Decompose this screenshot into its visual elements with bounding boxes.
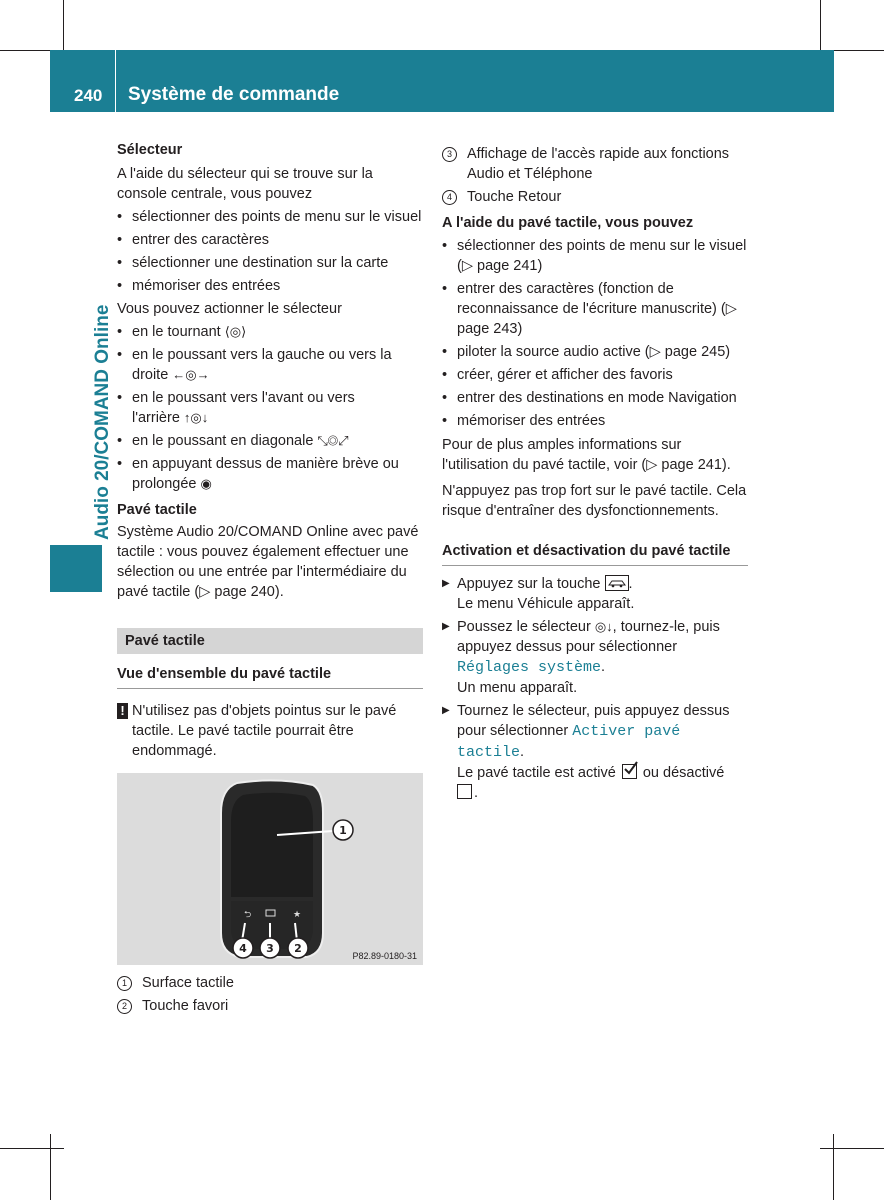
list-item <box>442 279 748 339</box>
legend-text: Touche favori <box>142 998 229 1014</box>
left-column <box>117 140 423 1016</box>
legend-item <box>442 144 748 184</box>
legend-number: 4 <box>442 190 457 205</box>
crop-mark <box>834 50 884 51</box>
legend-item <box>117 973 423 993</box>
touchpad-figure <box>117 773 423 965</box>
list-item <box>117 253 423 273</box>
bullet-icon: • <box>117 278 123 294</box>
pave-text: Système Audio 20/COMAND Online avec pavé tactile : vous pouvez également effectuer une sélection ou une entrée par l'intermédiaire du pavé tactile (▷ page 240). <box>117 524 419 600</box>
legend-number: 2 <box>117 999 132 1014</box>
list-item-text: entrer des destinations en mode Navigation <box>457 390 737 406</box>
list-item-text: mémoriser des entrées <box>457 413 606 429</box>
list-item-text: créer, gérer et afficher des favoris <box>457 367 673 383</box>
figure-code: P82.89-0180-31 <box>352 951 417 961</box>
legend-item <box>117 996 423 1016</box>
selecteur-list <box>117 207 423 296</box>
legend-text: Affichage de l'accès rapide aux fonctions Audio et Téléphone <box>467 146 730 182</box>
bullet-icon: • <box>117 209 123 225</box>
legend-text: Touche Retour <box>467 189 562 205</box>
bullet-icon: • <box>117 456 123 472</box>
list-item-text: sélectionner des points de menu sur le visuel (▷ page 241) <box>457 238 747 274</box>
step-2: ▶ Poussez le sélecteur ◎↓, tournez-le, puis appuyez dessus pour sélectionner Réglages système. Un menu apparaît. <box>442 619 720 696</box>
info-paragraph-2: N'appuyez pas trop fort sur le pavé tactile. Cela risque d'entraîner des dysfonctionnements. <box>442 483 747 519</box>
menu-item-activer-pave-tactile: Activer pavé tactile <box>457 723 681 761</box>
list-item <box>117 276 423 296</box>
list-item-text: en le poussant vers l'avant ou vers l'arrière <box>132 390 355 426</box>
step-arrow-icon: ▶ <box>442 621 450 632</box>
legend-item <box>442 187 748 207</box>
bullet-icon: • <box>117 232 123 248</box>
header-divider <box>115 50 116 112</box>
bullet-icon: • <box>442 413 448 429</box>
controller-push-icon: ◎↓ <box>594 619 613 634</box>
step-arrow-icon: ▶ <box>442 705 450 716</box>
list-item <box>442 388 748 408</box>
page-number: 240 <box>74 86 103 105</box>
pave-capabilities-heading: A l'aide du pavé tactile, vous pouvez <box>442 215 694 231</box>
legend-text: Surface tactile <box>142 975 234 991</box>
step-1: ▶ Appuyez sur la touche . Le menu Véhicule apparaît. <box>442 576 635 612</box>
controller-motion-icon: ↑◎↓ <box>183 410 209 425</box>
bullet-icon: • <box>442 281 448 297</box>
step-1-text: Appuyez sur la touche <box>457 576 601 592</box>
step-3-text: Tournez le sélecteur, puis appuyez dessus pour sélectionner <box>457 703 730 739</box>
star-icon: ★ <box>293 910 302 920</box>
step-2-text: Poussez le sélecteur <box>457 619 591 635</box>
bullet-icon: • <box>117 255 123 271</box>
step-2-result: Un menu apparaît. <box>457 680 578 696</box>
step-arrow-icon: ▶ <box>442 578 450 589</box>
crop-mark <box>820 1148 884 1149</box>
bullet-icon: • <box>117 390 123 406</box>
vehicle-button-icon <box>605 575 629 591</box>
callout-4-label: 4 <box>239 942 247 955</box>
touchpad-illustration <box>117 773 423 965</box>
actions-list <box>117 322 423 494</box>
crop-mark <box>50 1134 51 1200</box>
right-column <box>442 144 748 803</box>
list-item <box>117 207 423 227</box>
list-item-text: mémoriser des entrées <box>132 278 281 294</box>
crop-mark <box>63 0 64 50</box>
callout-1-label: 1 <box>339 824 347 837</box>
warning-text: N'utilisez pas d'objets pointus sur le pavé tactile. Le pavé tactile pourrait être endommagé. <box>132 703 397 759</box>
controller-motion-icon: ⤡◎⤢ <box>317 433 349 448</box>
unchecked-checkbox-icon <box>457 784 472 799</box>
list-item-text: piloter la source audio active (▷ page 245) <box>457 344 731 360</box>
list-item-text: en le poussant en diagonale <box>132 433 314 449</box>
controller-motion-icon: ◉ <box>200 476 212 491</box>
legend-number: 1 <box>117 976 132 991</box>
list-item <box>117 345 423 385</box>
list-item <box>442 236 748 276</box>
selecteur-heading: Sélecteur <box>117 142 183 158</box>
controller-motion-icon: ←◎→ <box>172 367 210 382</box>
list-item-text: en appuyant dessus de manière brève ou prolongée <box>132 456 399 492</box>
callout-3-label: 3 <box>266 942 274 955</box>
controller-motion-icon: ⟨◎⟩ <box>224 324 247 339</box>
side-tab-label: Audio 20/COMAND Online <box>92 304 113 540</box>
callout-2-label: 2 <box>294 942 302 955</box>
actionner-intro: Vous pouvez actionner le sélecteur <box>117 301 342 317</box>
crop-mark <box>0 50 50 51</box>
list-item-text: sélectionner une destination sur la carte <box>132 255 389 271</box>
crop-mark <box>0 1148 64 1149</box>
list-item-text: entrer des caractères (fonction de reconnaissance de l'écriture manuscrite) (▷ page 243) <box>457 281 737 337</box>
page-title: Système de commande <box>128 84 340 105</box>
activation-heading: Activation et désactivation du pavé tactile <box>442 541 748 566</box>
bullet-icon: • <box>117 347 123 363</box>
bullet-icon: • <box>442 367 448 383</box>
warning-note <box>117 701 423 761</box>
list-item <box>442 365 748 385</box>
list-item <box>117 322 423 342</box>
list-item <box>442 342 748 362</box>
bullet-icon: • <box>117 433 123 449</box>
legend-number: 3 <box>442 147 457 162</box>
section-bar: Pavé tactile <box>117 628 423 654</box>
list-item-text: en le poussant vers la gauche ou vers la droite <box>132 347 392 383</box>
menu-item-reglages-systeme: Réglages système <box>457 659 602 676</box>
checked-checkbox-icon <box>622 764 637 779</box>
selecteur-intro: A l'aide du sélecteur qui se trouve sur la console centrale, vous pouvez <box>117 166 373 202</box>
crop-mark <box>833 1134 834 1200</box>
bullet-icon: • <box>117 324 123 340</box>
list-item <box>117 454 423 494</box>
warning-icon: ! <box>117 703 128 719</box>
side-tab-marker <box>50 545 102 592</box>
pave-heading: Pavé tactile <box>117 502 197 518</box>
bullet-icon: • <box>442 238 448 254</box>
list-item <box>442 411 748 431</box>
pave-capabilities-list <box>442 236 748 431</box>
step-3-result: Le pavé tactile est activé <box>457 765 616 781</box>
list-item <box>117 230 423 250</box>
overview-heading: Vue d'ensemble du pavé tactile <box>117 664 423 689</box>
info-paragraph-1: Pour de plus amples informations sur l'utilisation du pavé tactile, voir (▷ page 241). <box>442 437 731 473</box>
crop-mark <box>820 0 821 50</box>
bullet-icon: • <box>442 344 448 360</box>
step-3: ▶ Tournez le sélecteur, puis appuyez dessus pour sélectionner Activer pavé tactile. Le pavé tactile est activé ou désactivé . <box>442 703 730 801</box>
list-item-text: entrer des caractères <box>132 232 270 248</box>
back-icon: ⮌ <box>244 910 252 920</box>
list-item <box>117 388 423 428</box>
bullet-icon: • <box>442 390 448 406</box>
step-1-result: Le menu Véhicule apparaît. <box>457 596 635 612</box>
list-item-text: sélectionner des points de menu sur le visuel <box>132 209 422 225</box>
list-item <box>117 431 423 451</box>
list-item-text: en le tournant <box>132 324 221 340</box>
